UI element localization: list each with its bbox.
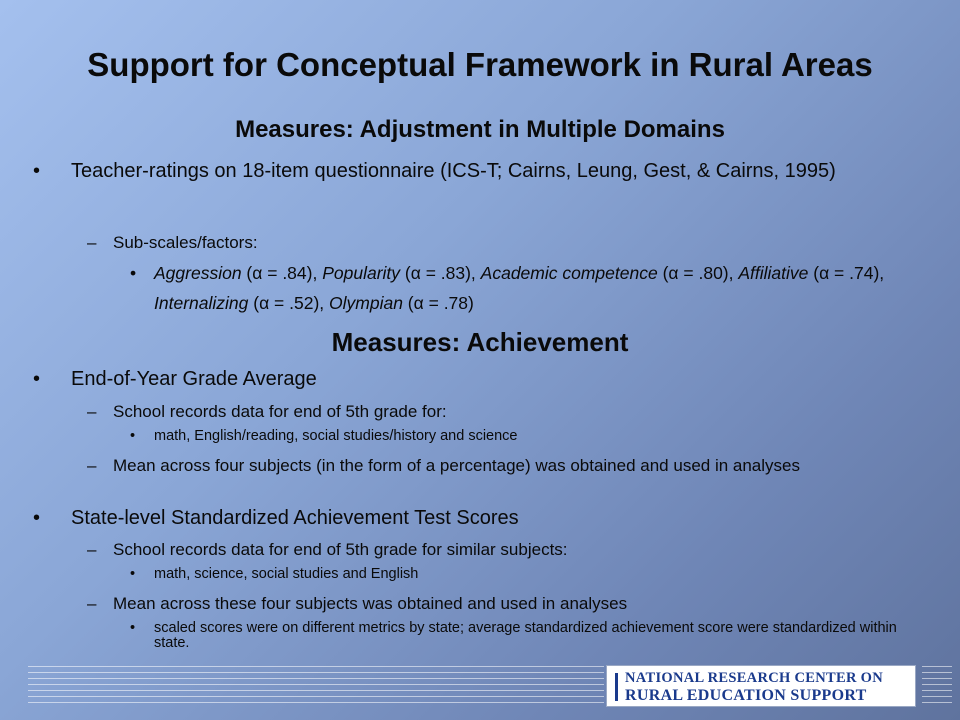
factor-aggression-alpha: (α = .84), [241, 263, 323, 283]
bullet-marker: • [130, 566, 136, 582]
factor-olympian-alpha: (α = .78) [402, 293, 474, 313]
section-heading-adjustment: Measures: Adjustment in Multiple Domains [235, 116, 725, 143]
subject-list-text: math, science, social studies and English [154, 566, 419, 582]
dash-marker: – [87, 456, 97, 475]
bullet-marker: • [33, 507, 41, 529]
subitem-text: Mean across these four subjects was obtained and used in analyses [113, 594, 628, 613]
dash-marker: – [87, 402, 97, 421]
factor-internalizing: Internalizing [154, 293, 249, 313]
bullet-marker: • [130, 620, 136, 636]
bullet-text: End-of-Year Grade Average [71, 368, 317, 390]
bullet-marker: • [130, 428, 136, 444]
bullet-marker: • [33, 368, 41, 390]
dash-marker: – [87, 540, 97, 559]
dash-marker: – [87, 594, 97, 613]
factor-internalizing-alpha: (α = .52), [248, 293, 330, 313]
bullet-marker: • [33, 160, 41, 182]
logo-line-1: NATIONAL RESEARCH CENTER ON [625, 670, 883, 686]
factor-academic-competence-alpha: (α = .80), [657, 263, 739, 283]
scaled-scores-note [130, 620, 914, 651]
slide-title: Support for Conceptual Framework in Rural Areas [87, 46, 873, 83]
scaled-scores-text: scaled scores were on different metrics by state; average standardized achievement score were standardized within state. [154, 620, 897, 651]
factor-affiliative-alpha: (α = .74), [808, 263, 885, 283]
subitem-text: Mean across four subjects (in the form of a percentage) was obtained and used in analyses [113, 456, 800, 475]
subitem-text: School records data for end of 5th grade for: [113, 402, 447, 421]
bullet-teacher-ratings [33, 157, 931, 186]
subitem-school-records-1 [87, 402, 903, 421]
logo-bar [615, 673, 618, 701]
bullet-text: Teacher-ratings on 18-item questionnaire (ICS-T; Cairns, Leung, Gest, & Cairns, 1995) [71, 160, 836, 182]
section-heading-achievement: Measures: Achievement [331, 327, 629, 357]
nrcres-logo [606, 665, 916, 707]
subject-list-1 [130, 428, 914, 444]
logo-line-2: RURAL EDUCATION SUPPORT [625, 687, 867, 704]
subject-list-2 [130, 566, 914, 582]
factor-affiliative: Affiliative [738, 263, 809, 283]
subitem-text: School records data for end of 5th grade for similar subjects: [113, 540, 568, 559]
dash-marker: – [87, 233, 97, 252]
bullet-grade-average [33, 365, 931, 394]
bullet-standardized-tests [33, 504, 931, 533]
factor-popularity-alpha: (α = .83), [400, 263, 481, 283]
factor-aggression: Aggression [154, 263, 242, 283]
factor-academic-competence: Academic competence [480, 263, 658, 283]
subitem-mean-percentage [87, 456, 903, 475]
bullet-text: State-level Standardized Achievement Test Scores [71, 507, 519, 529]
factor-olympian: Olympian [329, 293, 403, 313]
subject-list-text: math, English/reading, social studies/history and science [154, 428, 518, 444]
factor-popularity: Popularity [322, 263, 401, 283]
subitem-school-records-2 [87, 540, 903, 559]
subitem-mean-four-subjects [87, 594, 903, 613]
factor-list [130, 258, 914, 318]
subitem-subscales [87, 233, 903, 252]
subitem-text: Sub-scales/factors: [113, 233, 258, 252]
bullet-marker: • [130, 263, 137, 283]
